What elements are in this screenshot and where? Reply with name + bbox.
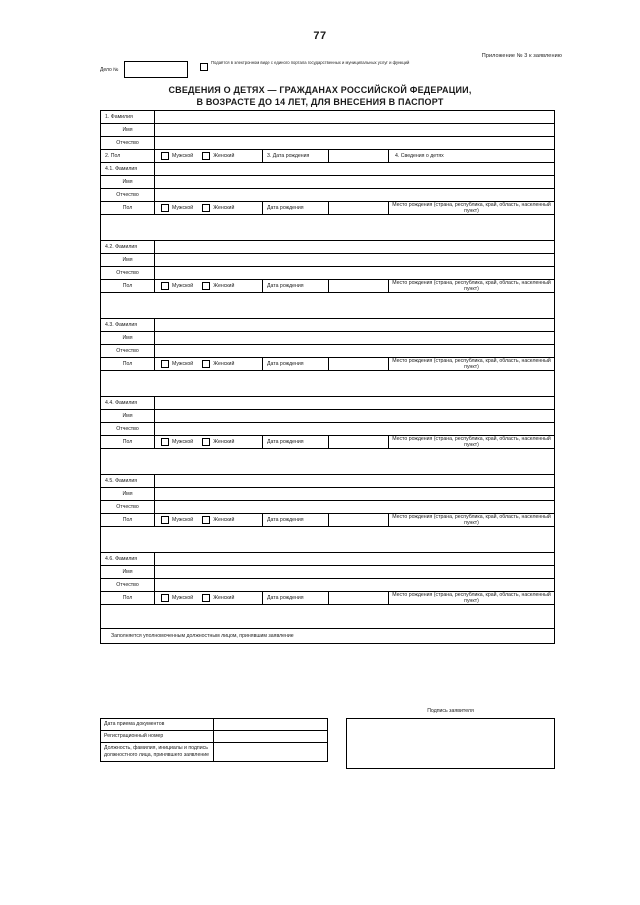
child-3-patronymic-row xyxy=(101,345,554,358)
child-6-surname-input[interactable] xyxy=(155,553,554,565)
child-4-surname-row xyxy=(101,397,554,410)
applicant-patronymic-input[interactable] xyxy=(155,137,554,149)
applicant-birth-date-label: 3. Дата рождения xyxy=(263,150,329,162)
applicant-sex-label: 2. Пол xyxy=(101,150,155,162)
child-3-surname-input[interactable] xyxy=(155,319,554,331)
child-5-patronymic-label: Отчество xyxy=(101,501,155,513)
child-5-patronymic-input[interactable] xyxy=(155,501,554,513)
registration-number-label: Регистрационный номер xyxy=(101,731,214,742)
child-4-name-row xyxy=(101,410,554,423)
checkbox-icon[interactable] xyxy=(161,516,169,524)
electronic-submission-label: Подаётся в электронном виде с единого портала государственных и муниципальных услуг и функций xyxy=(211,60,410,65)
checkbox-icon[interactable] xyxy=(202,360,210,368)
child-5-birth-date-label: Дата рождения xyxy=(263,514,329,526)
child-3-patronymic-input[interactable] xyxy=(155,345,554,357)
applicant-name-label: Имя xyxy=(101,124,155,136)
child-1-sex-row xyxy=(101,202,554,215)
child-2-birth-place-input[interactable] xyxy=(101,293,554,319)
child-2-sex-female-label: Женский xyxy=(213,283,235,289)
checkbox-icon[interactable] xyxy=(161,204,169,212)
child-1-name-row xyxy=(101,176,554,189)
child-5-birth-date-input[interactable] xyxy=(329,514,389,526)
child-2-patronymic-label: Отчество xyxy=(101,267,155,279)
child-1-sex-male-label: Мужской xyxy=(172,205,194,211)
applicant-patronymic-row xyxy=(101,137,554,150)
applicant-sex-row xyxy=(101,150,554,163)
form-header-bar xyxy=(100,59,440,81)
checkbox-icon[interactable] xyxy=(202,204,210,212)
child-4-sex-label: Пол xyxy=(101,436,155,448)
child-6-sex-female-option[interactable] xyxy=(202,594,234,602)
child-5-sex-row xyxy=(101,514,554,527)
registration-number-input[interactable] xyxy=(214,731,327,742)
checkbox-icon[interactable] xyxy=(161,282,169,290)
applicant-surname-input[interactable] xyxy=(155,111,554,123)
child-5-sex-label: Пол xyxy=(101,514,155,526)
child-5-sex-female-label: Женский xyxy=(213,517,235,523)
child-1-patronymic-label: Отчество xyxy=(101,189,155,201)
official-details-table xyxy=(100,718,328,762)
child-3-sex-female-label: Женский xyxy=(213,361,235,367)
child-4-patronymic-input[interactable] xyxy=(155,423,554,435)
official-use-note: Заполняется уполномоченным должностным лицом, принявшим заявление xyxy=(111,633,294,639)
table-row xyxy=(101,743,327,761)
child-4-birth-place-label: Место рождения (страна, республика, край, область, населенный пункт) xyxy=(392,436,551,448)
checkbox-icon[interactable] xyxy=(202,516,210,524)
child-5-name-input[interactable] xyxy=(155,488,554,500)
child-6-name-label: Имя xyxy=(101,566,155,578)
child-6-sex-label: Пол xyxy=(101,592,155,604)
child-3-sex-male-option[interactable] xyxy=(161,360,193,368)
child-2-name-input[interactable] xyxy=(155,254,554,266)
table-row xyxy=(101,719,327,731)
child-4-sex-row xyxy=(101,436,554,449)
child-4-surname-input[interactable] xyxy=(155,397,554,409)
child-2-name-label: Имя xyxy=(101,254,155,266)
applicant-signature-field[interactable] xyxy=(346,718,555,769)
child-6-name-input[interactable] xyxy=(155,566,554,578)
child-1-surname-row xyxy=(101,163,554,176)
child-1-sex-female-option[interactable] xyxy=(202,204,234,212)
child-4-name-input[interactable] xyxy=(155,410,554,422)
child-1-sex-label: Пол xyxy=(101,202,155,214)
child-3-sex-row xyxy=(101,358,554,371)
child-2-birth-date-label: Дата рождения xyxy=(263,280,329,292)
child-2-surname-label: 4.2. Фамилия xyxy=(101,241,155,253)
table-row xyxy=(101,731,327,743)
checkbox-icon[interactable] xyxy=(161,594,169,602)
child-5-sex-male-label: Мужской xyxy=(172,517,194,523)
child-2-birth-date-input[interactable] xyxy=(329,280,389,292)
child-3-name-input[interactable] xyxy=(155,332,554,344)
child-4-sex-options xyxy=(155,436,263,448)
checkbox-icon[interactable] xyxy=(161,152,169,160)
child-2-sex-row xyxy=(101,280,554,293)
child-4-birth-date-input[interactable] xyxy=(329,436,389,448)
children-form-table xyxy=(100,110,555,644)
child-2-sex-options xyxy=(155,280,263,292)
child-4-sex-female-option[interactable] xyxy=(202,438,234,446)
child-5-sex-male-option[interactable] xyxy=(161,516,193,524)
child-2-patronymic-input[interactable] xyxy=(155,267,554,279)
child-5-name-label: Имя xyxy=(101,488,155,500)
child-2-name-row xyxy=(101,254,554,267)
child-info-header: 4. Сведения о детях xyxy=(395,153,444,159)
child-4-birth-place-input[interactable] xyxy=(101,449,554,475)
child-1-sex-female-label: Женский xyxy=(213,205,235,211)
child-2-sex-male-label: Мужской xyxy=(172,283,194,289)
child-4-patronymic-row xyxy=(101,423,554,436)
child-1-patronymic-row xyxy=(101,189,554,202)
child-4-surname-label: 4.4. Фамилия xyxy=(101,397,155,409)
case-number-label: Дело № xyxy=(100,67,119,73)
child-6-surname-label: 4.6. Фамилия xyxy=(101,553,155,565)
official-signature-label: Должность, фамилия, инициалы и подпись должностного лица, принявшего заявление xyxy=(101,743,214,761)
child-2-birth-place-label: Место рождения (страна, республика, край, область, населенный пункт) xyxy=(392,280,551,292)
child-1-name-input[interactable] xyxy=(155,176,554,188)
applicant-signature-label: Подпись заявителя xyxy=(427,708,474,714)
child-5-birth-place-label: Место рождения (страна, республика, край, область, населенный пункт) xyxy=(392,514,551,526)
checkbox-icon[interactable] xyxy=(202,152,210,160)
child-6-name-row xyxy=(101,566,554,579)
child-2-sex-male-option[interactable] xyxy=(161,282,193,290)
page-number: 77 xyxy=(313,30,327,42)
electronic-submission-checkbox[interactable] xyxy=(200,63,208,71)
child-2-surname-input[interactable] xyxy=(155,241,554,253)
child-2-patronymic-row xyxy=(101,267,554,280)
applicant-surname-row xyxy=(101,111,554,124)
child-4-patronymic-label: Отчество xyxy=(101,423,155,435)
child-4-birth-date-label: Дата рождения xyxy=(263,436,329,448)
child-6-birth-date-label: Дата рождения xyxy=(263,592,329,604)
page-title-line2: В ВОЗРАСТЕ ДО 14 ЛЕТ, ДЛЯ ВНЕСЕНИЯ В ПАСПОРТ xyxy=(196,97,444,108)
child-5-patronymic-row xyxy=(101,501,554,514)
applicant-surname-label: 1. Фамилия xyxy=(101,111,155,123)
applicant-patronymic-label: Отчество xyxy=(101,137,155,149)
child-2-sex-female-option[interactable] xyxy=(202,282,234,290)
child-6-patronymic-label: Отчество xyxy=(101,579,155,591)
receipt-date-input[interactable] xyxy=(214,719,327,730)
child-1-surname-label: 4.1. Фамилия xyxy=(101,163,155,175)
child-1-surname-input[interactable] xyxy=(155,163,554,175)
receipt-date-label: Дата приема документов xyxy=(101,719,214,730)
child-1-patronymic-input[interactable] xyxy=(155,189,554,201)
child-4-sex-female-label: Женский xyxy=(213,439,235,445)
child-5-surname-input[interactable] xyxy=(155,475,554,487)
child-3-sex-options xyxy=(155,358,263,370)
applicant-sex-options xyxy=(155,150,263,162)
child-3-birth-place-label: Место рождения (страна, республика, край, область, населенный пункт) xyxy=(392,358,551,370)
child-3-patronymic-label: Отчество xyxy=(101,345,155,357)
child-4-sex-male-label: Мужской xyxy=(172,439,194,445)
child-6-patronymic-row xyxy=(101,579,554,592)
child-5-surname-row xyxy=(101,475,554,488)
applicant-sex-female-option[interactable] xyxy=(202,152,234,160)
child-6-sex-row xyxy=(101,592,554,605)
official-signature-input[interactable] xyxy=(214,743,327,761)
child-6-birth-date-input[interactable] xyxy=(329,592,389,604)
appendix-reference: Приложение № 3 к заявлению xyxy=(481,53,562,59)
child-3-birth-date-input[interactable] xyxy=(329,358,389,370)
child-5-sex-female-option[interactable] xyxy=(202,516,234,524)
applicant-sex-female-label: Женский xyxy=(213,153,235,159)
child-1-birth-date-label: Дата рождения xyxy=(263,202,329,214)
child-3-sex-male-label: Мужской xyxy=(172,361,194,367)
child-5-sex-options xyxy=(155,514,263,526)
child-4-name-label: Имя xyxy=(101,410,155,422)
page-title-line1: СВЕДЕНИЯ О ДЕТЯХ — ГРАЖДАНАХ РОССИЙСКОЙ ФЕДЕРАЦИИ, xyxy=(168,85,472,95)
child-1-birth-place-label: Место рождения (страна, республика, край, область, населенный пункт) xyxy=(392,202,551,214)
child-1-birth-place-input[interactable] xyxy=(101,215,554,241)
child-6-birth-place-label: Место рождения (страна, республика, край, область, населенный пункт) xyxy=(392,592,551,604)
checkbox-icon[interactable] xyxy=(161,438,169,446)
child-2-sex-label: Пол xyxy=(101,280,155,292)
child-1-name-label: Имя xyxy=(101,176,155,188)
child-3-name-row xyxy=(101,332,554,345)
child-5-surname-label: 4.5. Фамилия xyxy=(101,475,155,487)
checkbox-icon[interactable] xyxy=(161,360,169,368)
child-3-surname-label: 4.3. Фамилия xyxy=(101,319,155,331)
child-5-birth-place-input[interactable] xyxy=(101,527,554,553)
child-1-sex-male-option[interactable] xyxy=(161,204,193,212)
child-1-birth-date-input[interactable] xyxy=(329,202,389,214)
child-3-sex-female-option[interactable] xyxy=(202,360,234,368)
child-6-patronymic-input[interactable] xyxy=(155,579,554,591)
applicant-sex-male-label: Мужской xyxy=(172,153,194,159)
child-6-sex-female-label: Женский xyxy=(213,595,235,601)
child-6-sex-male-option[interactable] xyxy=(161,594,193,602)
checkbox-icon[interactable] xyxy=(202,438,210,446)
child-3-surname-row xyxy=(101,319,554,332)
child-6-sex-male-label: Мужской xyxy=(172,595,194,601)
child-6-surname-row xyxy=(101,553,554,566)
child-4-sex-male-option[interactable] xyxy=(161,438,193,446)
child-3-sex-label: Пол xyxy=(101,358,155,370)
child-6-sex-options xyxy=(155,592,263,604)
child-3-name-label: Имя xyxy=(101,332,155,344)
page-title xyxy=(0,84,640,108)
child-3-birth-date-label: Дата рождения xyxy=(263,358,329,370)
child-6-birth-place-input[interactable] xyxy=(101,605,554,629)
case-number-input[interactable] xyxy=(124,61,188,78)
checkbox-icon[interactable] xyxy=(202,282,210,290)
applicant-name-input[interactable] xyxy=(155,124,554,136)
child-3-birth-place-input[interactable] xyxy=(101,371,554,397)
checkbox-icon[interactable] xyxy=(202,594,210,602)
child-5-name-row xyxy=(101,488,554,501)
applicant-sex-male-option[interactable] xyxy=(161,152,193,160)
applicant-name-row xyxy=(101,124,554,137)
applicant-birth-date-input[interactable] xyxy=(329,150,389,162)
child-2-surname-row xyxy=(101,241,554,254)
child-1-sex-options xyxy=(155,202,263,214)
